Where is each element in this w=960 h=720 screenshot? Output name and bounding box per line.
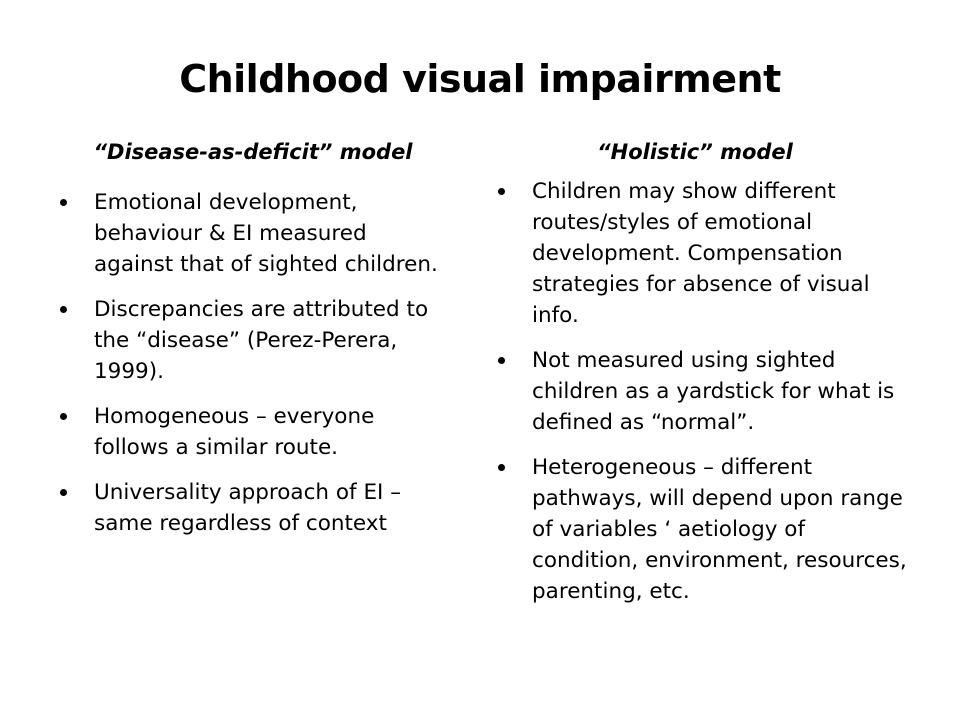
left-bullet-text: Discrepancies are attributed to the “disease” (Perez-Perera, 1999). xyxy=(94,297,429,384)
bullet-dot-icon xyxy=(60,413,67,420)
right-bullet-text: Not measured using sighted children as a yardstick for what is defined as “normal”. xyxy=(532,348,895,435)
left-bullet-list xyxy=(60,187,445,553)
left-bullet-text: Universality approach of EI – same regardless of context xyxy=(94,480,401,536)
left-bullet-text: Emotional development, behaviour & EI measured against that of sighted children. xyxy=(94,190,438,277)
right-bullet-item xyxy=(498,345,918,438)
bullet-dot-icon xyxy=(60,306,67,313)
right-column-heading: “Holistic” model xyxy=(597,140,793,164)
left-bullet-item xyxy=(60,187,445,280)
bullet-dot-icon xyxy=(498,188,505,195)
left-bullet-text: Homogeneous – everyone follows a similar route. xyxy=(94,404,375,460)
right-bullet-list xyxy=(498,176,918,621)
right-bullet-item xyxy=(498,452,918,607)
bullet-dot-icon xyxy=(498,464,505,471)
bullet-dot-icon xyxy=(60,489,67,496)
bullet-dot-icon xyxy=(498,357,505,364)
right-bullet-text: Heterogeneous – different pathways, will depend upon range of variables ‘ aetiology of condition, environment, resources, parenting, etc. xyxy=(532,455,907,604)
slide-title: Childhood visual impairment xyxy=(179,57,781,101)
left-bullet-item xyxy=(60,401,445,463)
left-column-heading: “Disease-as-deficit” model xyxy=(93,140,413,164)
right-bullet-text: Children may show different routes/styles of emotional development. Compensation strategies for absence of visual info. xyxy=(532,179,870,328)
left-bullet-item xyxy=(60,477,445,539)
right-bullet-item xyxy=(498,176,918,331)
bullet-dot-icon xyxy=(60,199,67,206)
left-bullet-item xyxy=(60,294,445,387)
